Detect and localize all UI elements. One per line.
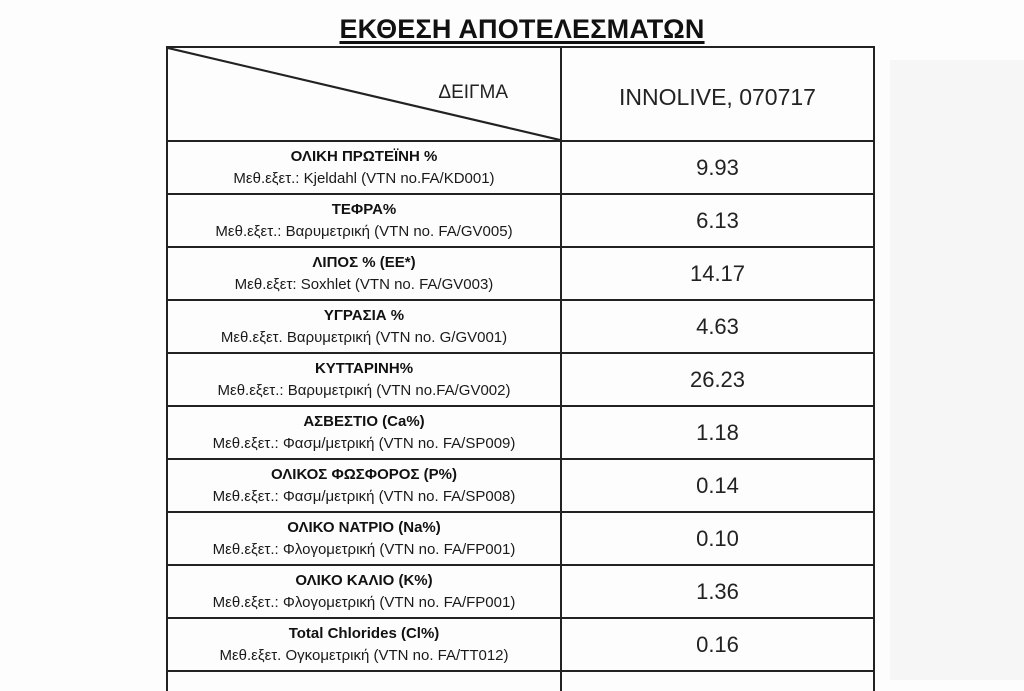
table-row — [167, 406, 874, 459]
parameter-cell — [167, 459, 561, 512]
result-value: 4.63 — [561, 300, 874, 353]
continued-cell — [167, 671, 561, 691]
parameter-cell — [167, 194, 561, 247]
parameter-name: ΟΛΙΚΟΣ ΦΩΣΦΟΡΟΣ (Ρ%) — [271, 465, 457, 483]
header-diagonal-cell — [167, 47, 561, 141]
result-value: 14.17 — [561, 247, 874, 300]
parameter-cell — [167, 618, 561, 671]
continued-cell — [561, 671, 874, 691]
table-row — [167, 247, 874, 300]
sample-label: ΔΕΙΓΜΑ — [438, 82, 508, 103]
parameter-method: Μεθ.εξετ. Βαρυμετρική (VTN no. G/GV001) — [220, 328, 508, 346]
parameter-cell — [167, 565, 561, 618]
parameter-method: Μεθ.εξετ. Ογκομετρική (VTN no. FA/TT012) — [219, 646, 509, 664]
parameter-method: Μεθ.εξετ: Soxhlet (VTN no. FA/GV003) — [234, 275, 494, 293]
parameter-cell — [167, 141, 561, 194]
result-value: 0.10 — [561, 512, 874, 565]
parameter-cell — [167, 353, 561, 406]
parameter-name: ΤΕΦΡΑ% — [331, 200, 397, 218]
result-value: 0.14 — [561, 459, 874, 512]
report-title: ΕΚΘΕΣΗ ΑΠΟΤΕΛΕΣΜΑΤΩΝ — [339, 14, 705, 44]
parameter-method: Μεθ.εξετ.: Βαρυμετρική (VTN no.FA/GV002) — [217, 381, 511, 399]
parameter-name: Total Chlorides (Cl%) — [288, 624, 440, 642]
parameter-name: ΟΛΙΚΟ ΚΑΛΙΟ (K%) — [295, 571, 433, 589]
table-row — [167, 141, 874, 194]
parameter-method: Μεθ.εξετ.: Βαρυμετρική (VTN no. FA/GV005) — [215, 222, 513, 240]
parameter-name: ΟΛΙΚΗ ΠΡΩΤΕΪΝΗ % — [290, 147, 438, 165]
parameter-name: ΑΣΒΕΣΤΙΟ (Ca%) — [303, 412, 425, 430]
table-row — [167, 459, 874, 512]
table-header-row — [167, 47, 874, 141]
parameter-cell — [167, 247, 561, 300]
scan-shadow — [890, 60, 1024, 680]
parameter-method: Μεθ.εξετ.: Φασμ/μετρική (VTN no. FA/SP008) — [212, 487, 516, 505]
table-row — [167, 300, 874, 353]
parameter-name: ΚΥΤΤΑΡΙΝΗ% — [314, 359, 414, 377]
table-row — [167, 565, 874, 618]
table-row — [167, 194, 874, 247]
parameter-method: Μεθ.εξετ.: Φλογομετρική (VTN no. FA/FP001) — [212, 593, 516, 611]
result-value: 1.36 — [561, 565, 874, 618]
table-row — [167, 618, 874, 671]
result-value: 6.13 — [561, 194, 874, 247]
parameter-cell — [167, 300, 561, 353]
parameter-method: Μεθ.εξετ.: Kjeldahl (VTN no.FA/KD001) — [233, 169, 495, 187]
table-row — [167, 353, 874, 406]
table-row — [167, 512, 874, 565]
result-value: 1.18 — [561, 406, 874, 459]
sample-id: INNOLIVE, 070717 — [561, 47, 874, 141]
parameter-cell — [167, 512, 561, 565]
result-value: 9.93 — [561, 141, 874, 194]
table-row-continued — [167, 671, 874, 691]
result-value: 0.16 — [561, 618, 874, 671]
parameter-method: Μεθ.εξετ.: Φασμ/μετρική (VTN no. FA/SP009) — [212, 434, 516, 452]
parameter-name: ΟΛΙΚΟ ΝΑΤΡΙΟ (Na%) — [287, 518, 441, 536]
parameter-method: Μεθ.εξετ.: Φλογομετρική (VTN no. FA/FP001) — [212, 540, 516, 558]
parameter-name: ΥΓΡΑΣΙΑ % — [323, 306, 405, 324]
parameter-cell — [167, 406, 561, 459]
results-table — [166, 46, 875, 691]
parameter-name: ΛΙΠΟΣ % (ΕΕ*) — [312, 253, 416, 271]
result-value: 26.23 — [561, 353, 874, 406]
